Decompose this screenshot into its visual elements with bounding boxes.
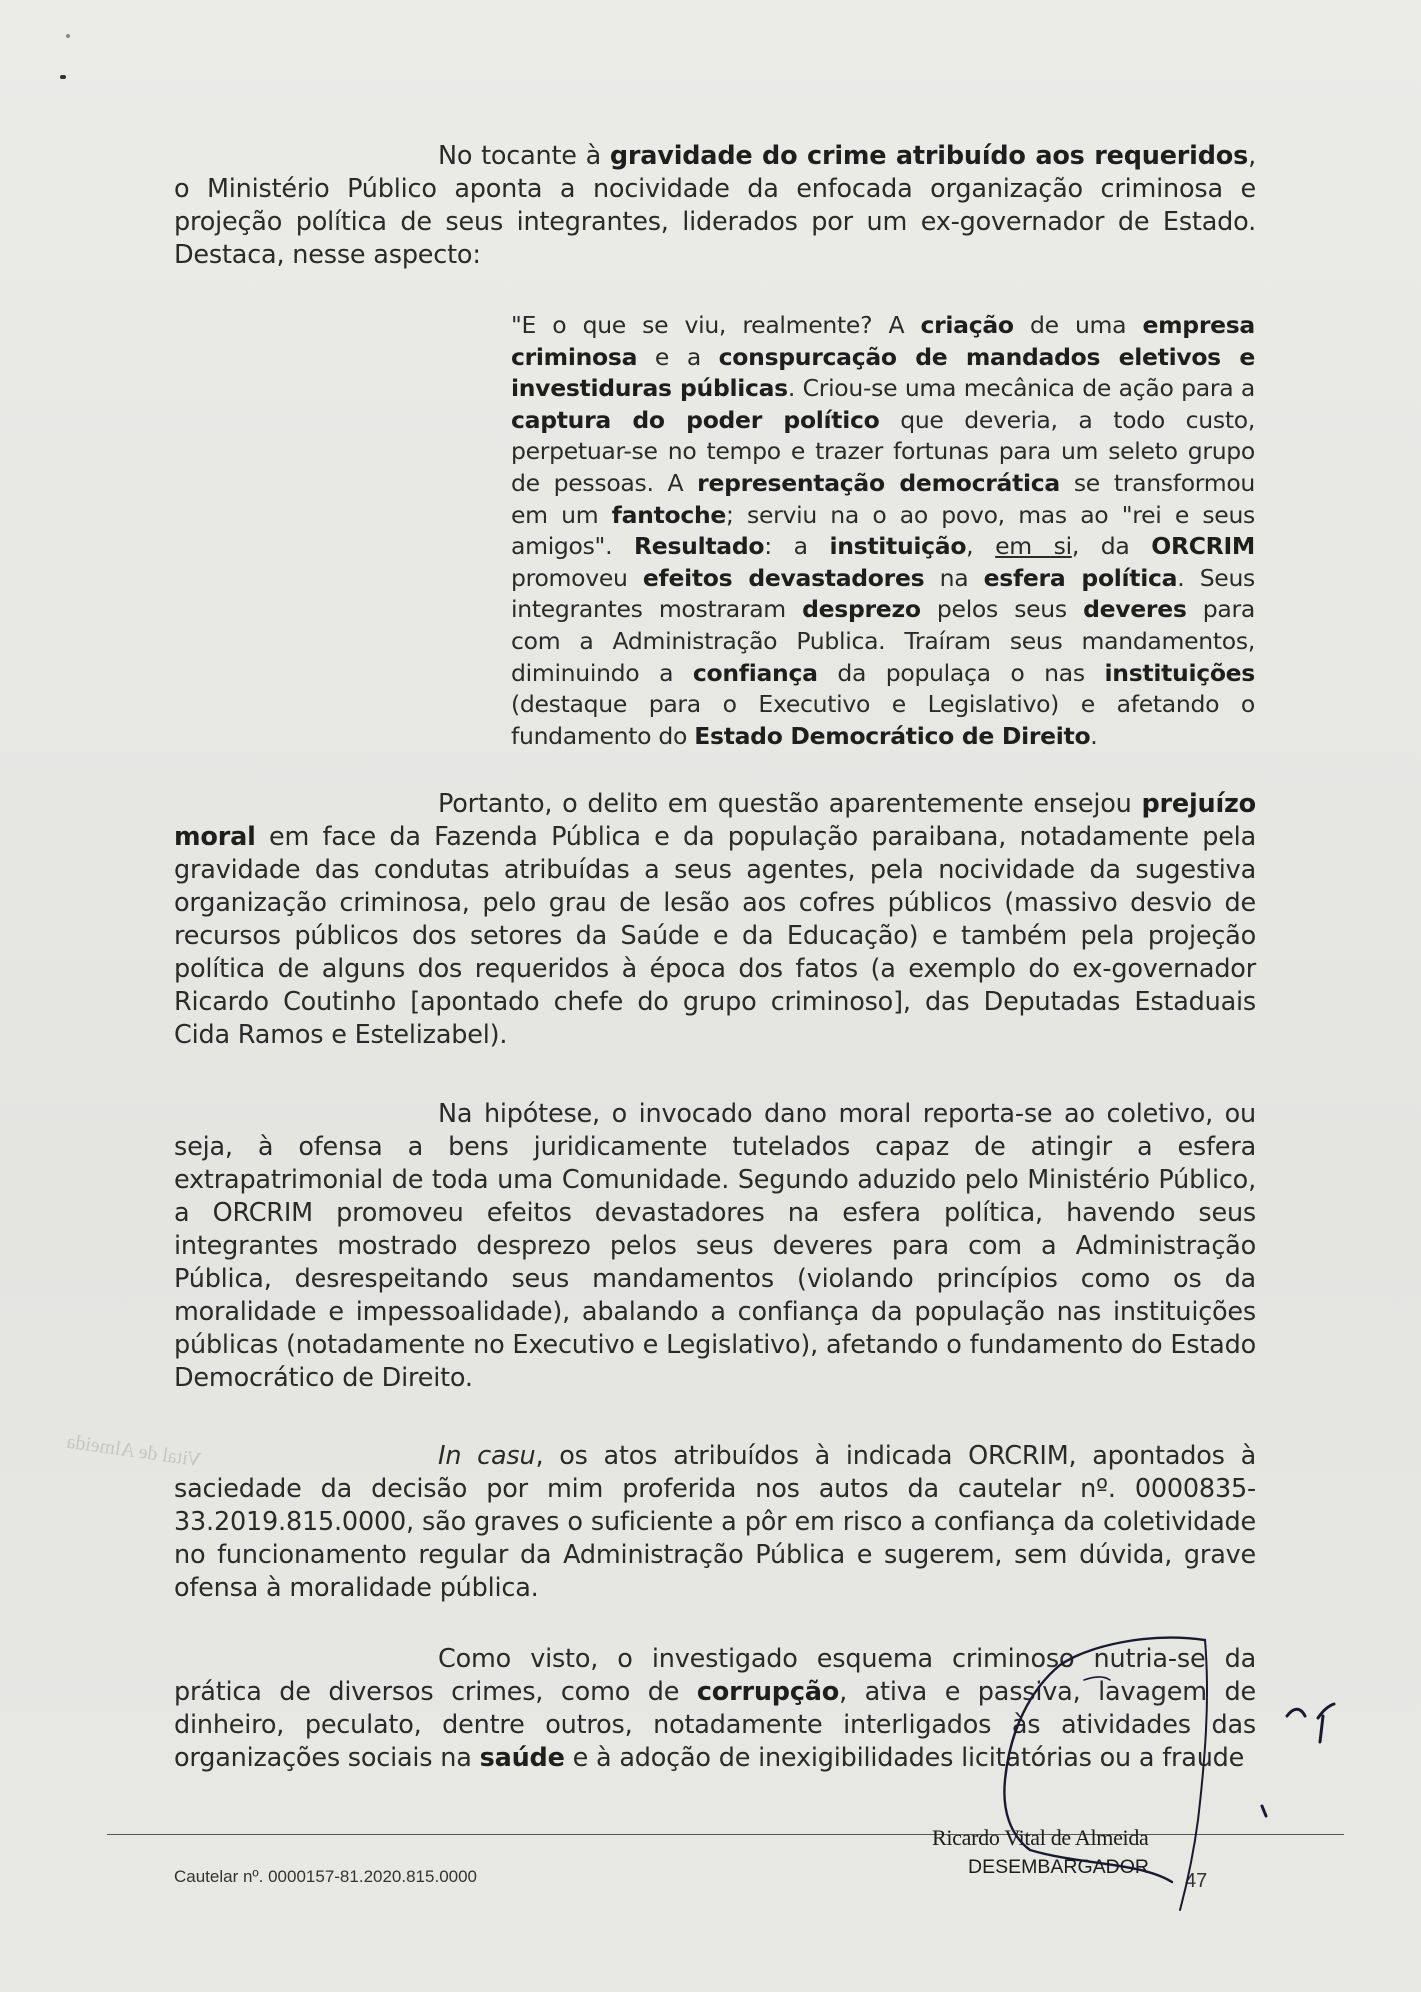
text: , (966, 532, 996, 561)
text: "E o que se viu, realmente? A (511, 311, 921, 339)
bold-text: fantoche (611, 500, 727, 529)
text: : a (764, 532, 830, 561)
text: . Seus integrantes mostraram (511, 563, 1256, 624)
text: da populaça o nas (817, 658, 1105, 687)
text: de uma (1013, 311, 1143, 339)
text: No tocante à (438, 141, 610, 171)
scan-artifact (66, 34, 70, 38)
underlined-text: em si (995, 532, 1072, 561)
bold-text: criação (920, 311, 1014, 339)
bold-text: saúde (479, 1743, 565, 1773)
bold-text: ORCRIM (1151, 532, 1256, 561)
text: , ativa e passiva, lavagem de dinheiro, peculato, dentre outros, notadamente interligados às atividades das organizações sociais na (174, 1677, 1256, 1773)
text: ; serviu na o ao povo, mas ao "rei e seus amigos". (511, 500, 1255, 561)
bold-text: deveres (1083, 595, 1187, 624)
text: e a (637, 342, 719, 371)
bold-text: representação democrática (697, 468, 1060, 497)
text: Portanto, o delito em questão aparentemente ensejou (438, 789, 1142, 819)
text: promoveu (511, 563, 643, 592)
text: e à adoção de inexigibilidades licitatórias ou a fraude (564, 1743, 1245, 1773)
paragraph-prejuizo-moral (174, 788, 1256, 1052)
text: na (924, 563, 984, 592)
text: em face da Fazenda Pública e da população paraibana, notadamente pela gravidade das condutas atribuídas a seus agentes, pela nocividade da sugestiva organização criminosa, pelo grau de lesão aos cofres públicos (massivo desvio de recursos públicos dos setores da Saúde e da Educação) e também pela projeção política de alguns dos requeridos à época dos fatos (a exemplo do ex-governador Ricardo Coutinho [apontado chefe do grupo criminoso], das Deputadas Estaduais Cida Ramos e Estelizabel). (174, 822, 1256, 1050)
bold-text: instituição (829, 532, 967, 561)
text: (destaque para o Executivo e Legislativo) e afetando o fundamento do (511, 690, 1255, 750)
bold-text: Resultado (634, 532, 765, 561)
text: que deveria, a todo custo, perpetuar-se no tempo e trazer fortunas para um seleto grupo de pessoas. A (511, 405, 1255, 497)
bold-text: gravidade do crime atribuído aos requeridos (609, 141, 1249, 171)
text: pelos seus (920, 595, 1084, 624)
text: , os atos atribuídos à indicada ORCRIM, apontados à saciedade da decisão por mim proferida nos autos da cautelar nº. 0000835-33.2019.815.0000, são graves o suficiente a pôr em risco a confiança da coletividade no funcionamento regular da Administração Pública e sugerem, sem dúvida, grave ofensa à moralidade pública. (174, 1441, 1257, 1603)
bold-text: empresa criminosa (511, 311, 1255, 371)
text: . Criou-se uma mecânica de ação para a (787, 374, 1255, 403)
bold-text: conspurcação de mandados eletivos e investiduras públicas (511, 342, 1255, 403)
text: Na hipótese, o invocado dano moral reporta-se ao coletivo, ou seja, à ofensa a bens juridicamente tutelados capaz de atingir a esfera extrapatrimonial de toda uma Comunidade. Segundo aduzido pelo Ministério Público, a ORCRIM promoveu efeitos devastadores na esfera política, havendo seus integrantes mostrado desprezo pelos seus deveres para com a Administração Pública, desrespeitando seus mandamentos (violando princípios como os da moralidade e impessoalidade), abalando a confiança da população nas instituições públicas (notadamente no Executivo e Legislativo), afetando o fundamento do Estado Democrático de Direito. (174, 1099, 1256, 1393)
bold-text: Estado Democrático de Direito (694, 721, 1091, 750)
bold-text: corrupção (696, 1677, 840, 1707)
bold-text: esfera política (983, 563, 1178, 592)
text: , da (1071, 532, 1152, 561)
paragraph-esquema-criminoso (174, 1643, 1256, 1775)
bold-text: efeitos devastadores (642, 563, 925, 592)
bold-text: instituições (1104, 658, 1255, 687)
text: Como visto, o investigado esquema criminoso nutria-se da prática de diversos crimes, como de (174, 1644, 1256, 1707)
text: , o Ministério Público aponta a nocividade da enfocada organização criminosa e projeção política de seus integrantes, liderados por um ex-governador de Estado. Destaca, nesse aspecto: (174, 141, 1256, 270)
bold-text: confiança (692, 658, 818, 687)
page-number: 47 (1185, 1870, 1208, 1892)
bold-text: captura do poder político (511, 405, 880, 434)
signer-name: Ricardo Vital de Almeida (932, 1825, 1149, 1850)
case-number: Cautelar nº. 0000157-81.2020.815.0000 (174, 1867, 478, 1886)
paragraph-in-casu (174, 1440, 1256, 1605)
faded-stamp: Vital de Almeida (65, 1430, 203, 1472)
text: . (1090, 721, 1098, 750)
bold-text: prejuízo moral (174, 789, 1256, 852)
signer-title: DESEMBARGADOR (968, 1856, 1149, 1878)
italic-text: In casu (438, 1441, 536, 1471)
footer-divider (107, 1834, 1344, 1835)
scan-artifact (60, 75, 66, 79)
paragraph-dano-moral (174, 1098, 1256, 1395)
text: se transformou em um (511, 468, 1255, 529)
bold-text: desprezo (802, 595, 921, 624)
paragraph-gravidade (174, 140, 1256, 272)
text: para com a Administração Publica. Traíram seus mandamentos, diminuindo a (511, 595, 1255, 687)
block-quote (511, 310, 1255, 752)
